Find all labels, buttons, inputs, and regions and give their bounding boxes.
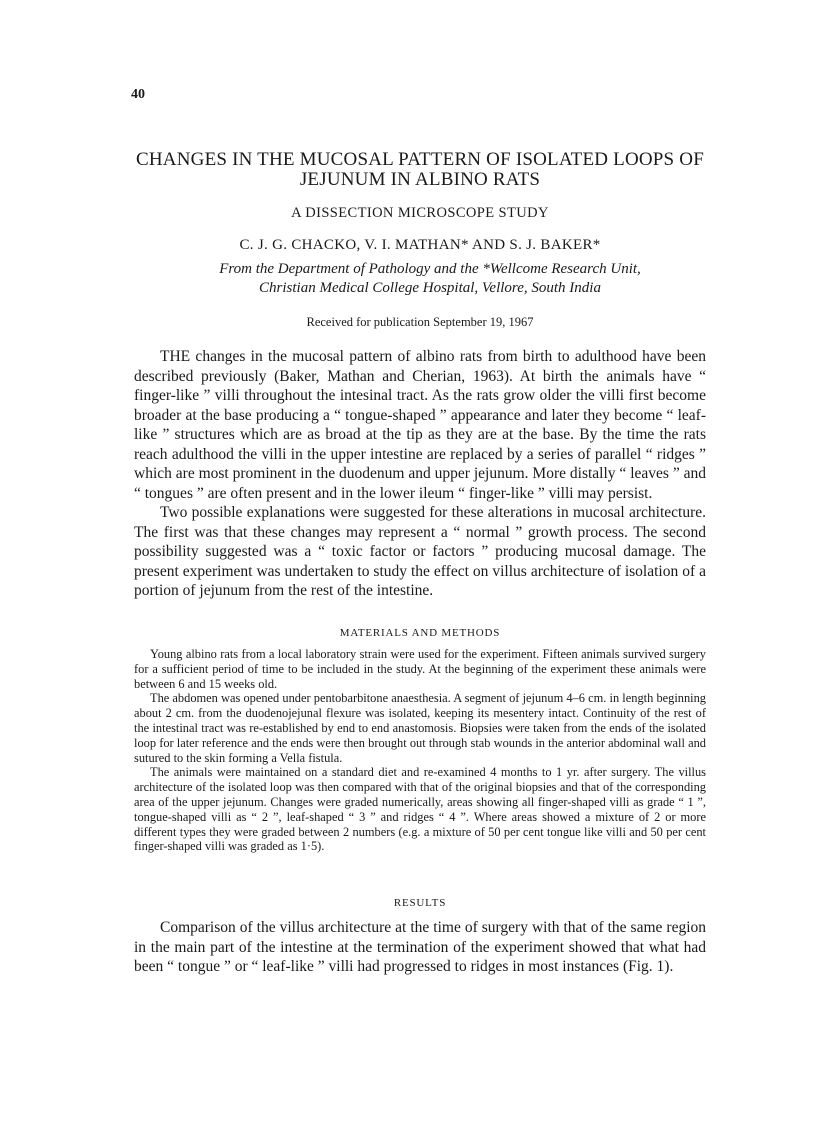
methods-paragraph: The abdomen was opened under pentobarbitone anaesthesia. A segment of jejunum 4–6 cm. in length beginning about 2 cm. from the duodenojejunal flexure was isolated, keeping its mesentery intact. Continuity of the rest of the intestinal tract was re-established by end to end anastomosis. Biopsies were taken from the ends of the isolated loop for later reference and the ends were then brought out through stab wounds in the anterior abdominal wall and sutured to the skin forming a Vella fistula. xyxy=(134,691,706,765)
article-subtitle: A DISSECTION MICROSCOPE STUDY xyxy=(291,205,549,221)
results-heading: RESULTS xyxy=(393,897,447,909)
results-section xyxy=(134,918,706,977)
introduction xyxy=(134,347,706,601)
affiliation: From the Department of Pathology and the *Wellcome Research Unit, Christian Medical College Hospital, Vellore, South India xyxy=(219,261,641,296)
methods-paragraph: The animals were maintained on a standard diet and re-examined 4 months to 1 yr. after surgery. The villus architecture of the isolated loop was then compared with that of the original biopsies and that of the corresponding area of the upper jejunum. Changes were graded numerically, areas showing all finger-shaped villi as grade “ 1 ”, tongue-shaped villi as “ 2 ”, leaf-shaped “ 3 ” and ridges “ 4 ”. Where areas showed a mixture of 2 or more different types they were graded between 2 numbers (e.g. a mixture of 50 per cent tongue like villi and 50 per cent finger-shaped villi was graded as 1·5). xyxy=(134,765,706,854)
received-date: Received for publication September 19, 1967 xyxy=(306,315,534,329)
article-title: CHANGES IN THE MUCOSAL PATTERN OF ISOLATED LOOPS OF JEJUNUM IN ALBINO RATS xyxy=(136,149,704,190)
methods-section xyxy=(134,647,706,854)
intro-paragraph: Two possible explanations were suggested for these alterations in mucosal architecture. The first was that these changes may represent a “ normal ” growth process. The second possibility suggested was a “ toxic factor or factors ” producing mucosal damage. The present experiment was undertaken to study the effect on villus architecture of isolation of a portion of jejunum from the rest of the intestine. xyxy=(134,504,706,599)
results-paragraph: Comparison of the villus architecture at the time of surgery with that of the same region in the main part of the intestine at the termination of the experiment showed that what had been “ tongue ” or “ leaf-like ” villi had progressed to ridges in most instances (Fig. 1). xyxy=(134,919,706,975)
methods-paragraph: Young albino rats from a local laboratory strain were used for the experiment. Fifteen animals survived surgery for a sufficient period of time to be included in the study. At the beginning of the experiment these animals were between 6 and 15 weeks old. xyxy=(134,647,706,691)
intro-paragraph: THE changes in the mucosal pattern of albino rats from birth to adulthood have been described previously (Baker, Mathan and Cherian, 1963). At birth the animals have “ finger-like ” villi throughout the intesinal tract. As the rats grow older the villi first become broader at the base producing a “ tongue-shaped ” appearance and later they become “ leaf-like ” structures which are as broad at the tip as they are at the base. By the time the rats reach adulthood the villi in the upper intestine are replaced by a series of parallel “ ridges ” which are most prominent in the duodenum and upper jejunum. More distally “ leaves ” and “ tongues ” are often present and in the lower ileum “ finger-like ” villi may persist. xyxy=(134,348,706,502)
methods-heading: MATERIALS AND METHODS xyxy=(339,627,501,639)
page-number: 40 xyxy=(131,87,145,102)
author-list: C. J. G. CHACKO, V. I. MATHAN* AND S. J. BAKER* xyxy=(239,237,601,253)
